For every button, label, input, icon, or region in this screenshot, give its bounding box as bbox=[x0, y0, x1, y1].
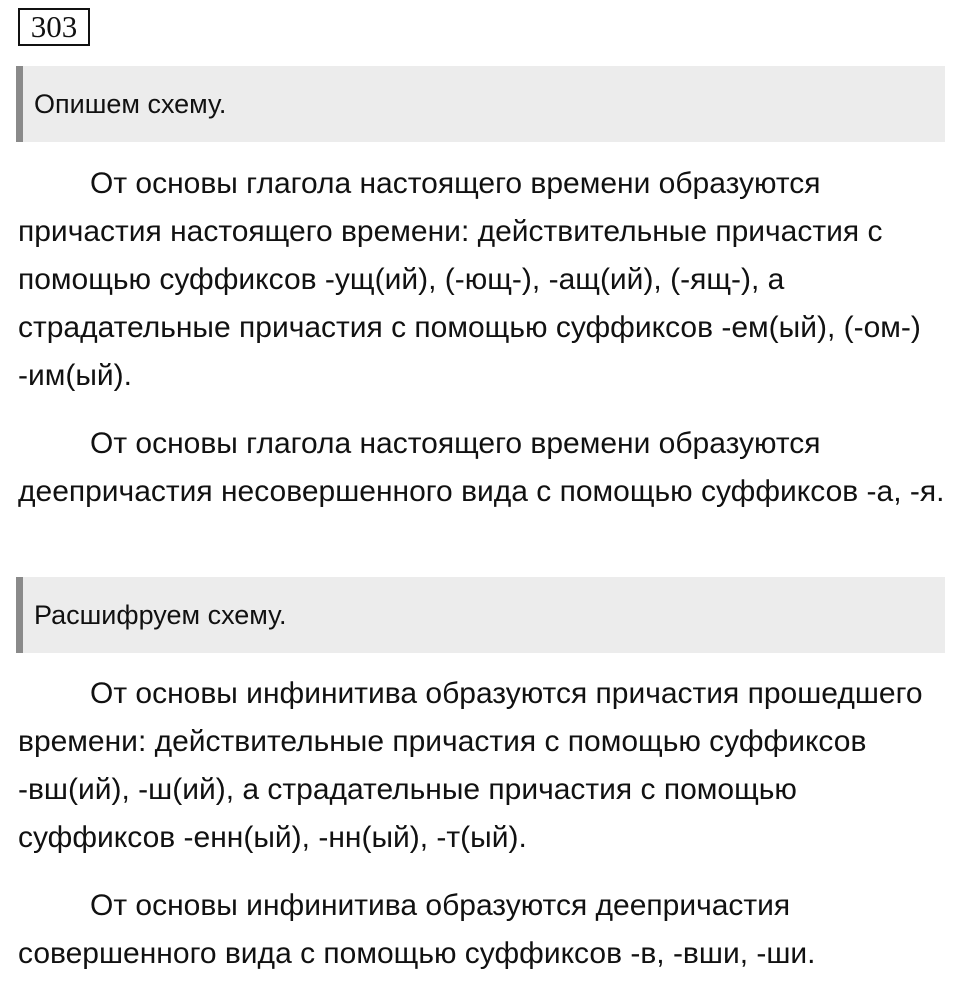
paragraph-text: От основы глагола настоящего времени образуются деепричастия несовершенного вида с помощью суффиксов -а, -я. bbox=[18, 427, 945, 508]
paragraph-present-participles bbox=[18, 160, 948, 400]
paragraph-text: От основы инфинитива образуются деепричастия совершенного вида с помощью суффиксов -в, -вши, -ши. bbox=[18, 889, 816, 970]
section-header-text: Опишем схему. bbox=[34, 88, 227, 119]
paragraph-text: От основы глагола настоящего времени образуются причастия настоящего времени: действительные причастия с помощью суффиксов -ущ(ий), (-ющ-), -ащ(ий), (-ящ-), а страдательные причастия с помощью суффиксов -ем(ый), (-ом-) -им(ый). bbox=[18, 167, 921, 392]
section-header-text: Расшифруем схему. bbox=[34, 599, 287, 630]
section-header-describe-scheme bbox=[16, 66, 945, 142]
section-header-decode-scheme bbox=[16, 577, 945, 653]
paragraph-past-participles bbox=[18, 670, 948, 862]
paragraph-text: От основы инфинитива образуются причастия прошедшего времени: действительные причастия с помощью суффиксов -вш(ий), -ш(ий), а страдательные причастия с помощью суффиксов -енн(ый), -нн(ый), -т(ый). bbox=[18, 677, 923, 854]
task-number-box: 303 bbox=[18, 8, 90, 46]
paragraph-imperfective-gerunds bbox=[18, 420, 948, 516]
paragraph-perfective-gerunds bbox=[18, 882, 948, 978]
